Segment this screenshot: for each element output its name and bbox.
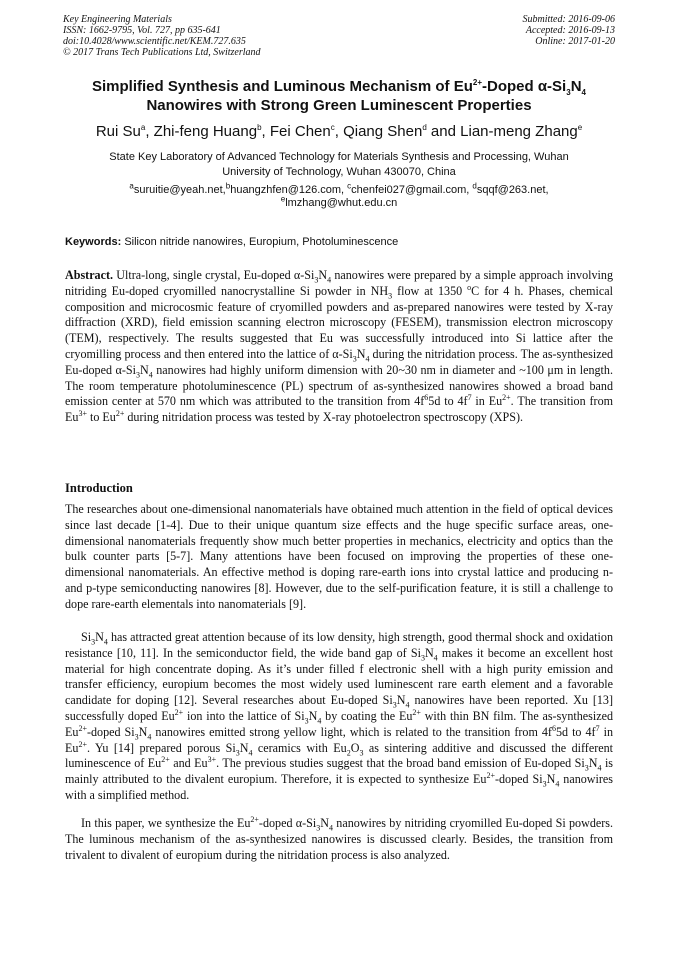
- intro-paragraph-1: The researches about one-dimensional nanomaterials have obtained much attention in the field of optical devices since last decade [1-4]. Due to their unique quantum size effects and the huge specific surface areas, one-dimensional nanomaterials frequently show much better properties in mechanics, electricity and optics than the bulk counter parts [5-7]. Many attentions have been focused on improving the properties of these one-dimensional nanomaterials. An effective method is doping rare-earth ions into crystal lattice and producing n- and p-type semiconducting nanowires [8]. However, due to the self-purification feature, it is still a challenge to dope rare-earth elementals into nanomaterials [9].: [65, 502, 613, 611]
- author-emails: $^a$suruitie@yeah.net,$^b$huangzhfen@126.com, $^c$chenfei027@gmail.com, $^d$sqqf@263.net, $^e$lmzhang@whut.edu.cn: [129, 181, 549, 209]
- intro-paragraph-3: In this paper, we synthesize the $Eu^{2+}$-doped $\alpha-Si_3N_4$ nanowires by nitriding cryomilled Eu-doped Si powders. The luminous mechanism of the as-synthesized nanowires is discussed clearly. Besides, the transition from trivalent to divalent of europium during the nitridation process is also analyzed.: [65, 814, 613, 862]
- abstract: Abstract. Ultra-long, single crystal, Eu-doped $\alpha-Si_3N_4$ nanowires were prepared by a simple approach involving nitriding Eu-doped cryomilled nanocrystalline Si powder in $NH_3$ flow at 1350 $^o$C for 4 h. Phases, chemical composition and microcosmic feature of cryomilled powders and as-prepared nanowires were tested by X-ray diffraction (XRD), field emission scanning electron microscopy (FESEM), transmission electron microscopy (TEM), respectively. The results suggested that Eu was successfully introduced into Si lattice after the cryomilling process and then entered into the lattice of $\alpha-Si_3N_4$ during the nitridation process. The as-synthesized Eu-doped $\alpha-Si_3N_4$ nanowires had highly uniform dimension with 20~30 nm in diameter and ~100 μm in length. The room temperature photoluminescence (PL) spectrum of as-synthesized nanowires showed a broad band emission center at 570 nm which was attributed to the transition from $4f^65d$ to $4f^7$ in $Eu^{2+}$. The transition from $Eu^{3+}$ to $Eu^{2+}$ during nitridation process was tested by X-ray photoelectron spectroscopy (XPS).: [65, 268, 614, 425]
- email-link[interactable]: chenfei027@gmail.com,: [351, 184, 473, 196]
- submitted-date: Submitted: 2016-09-06: [522, 14, 615, 25]
- email-link[interactable]: sqqf@263.net,: [476, 184, 549, 196]
- header-left: [63, 14, 261, 58]
- paper-title: Simplified Synthesis and Luminous Mechanism of $Eu^{2+}$-Doped $\alpha-Si_3N_4$ Nanowires with Strong Green Luminescent Properties: [92, 78, 586, 114]
- intro-paragraph-2: $Si_3N_4$ has attracted great attention because of its low density, high strength, good thermal shock and oxidation resistance [10, 11]. In the semiconductor field, the wide band gap of $Si_3N_4$ makes it become an excellent host material for high concentrate doping. As it’s under filled f electronic shell with a high purity emission and transfer efficiency, europium becomes the most widely used luminescent rare earth element and a favorable candidate for doping [12]. Several researches about Eu-doped $Si_3N_4$ nanowires have been reported. Xu [13] successfully doped $Eu^{2+}$ ion into the lattice of $Si_3N_4$ by coating the $Eu^{2+}$ with thin BN film. The as-synthesized $Eu^{2+}$-doped $Si_3N_4$ nanowires emitted strong yellow light, which is related to the transition from $4f^65d$ to $4f^7$ in $Eu^{2+}$. Yu [14] prepared porous $Si_3N_4$ ceramics with $Eu_2O_3$ as sintering additive and discussed the different luminescence of $Eu^{2+}$ and $Eu^{3+}$. The previous studies suggest that the broad band emission of Eu-doped $Si_3N_4$ is mainly attributed to the divalent europium. Therefore, it is expected to synthesize $Eu^{2+}$-doped $Si_3N_4$ nanowires with a simplified method.: [65, 630, 614, 802]
- abstract-label: Abstract.: [65, 268, 114, 282]
- author-name: Lian-meng Zhang: [460, 123, 578, 140]
- accepted-date: Accepted: 2016-09-13: [525, 25, 615, 36]
- copyright: © 2017 Trans Tech Publications Ltd, Switzerland: [63, 47, 261, 58]
- author-list: Rui Su$^a$, Zhi-feng Huang$^b$, Fei Chen$^c$, Qiang Shen$^d$ and Lian-meng Zhang$^e$: [95, 123, 583, 140]
- email-link[interactable]: huangzhfen@126.com,: [230, 184, 348, 196]
- author-name: Zhi-feng Huang: [153, 123, 258, 140]
- online-date: Online: 2017-01-20: [535, 36, 615, 47]
- email-link[interactable]: suruitie@yeah.net,: [133, 184, 226, 196]
- issn: ISSN: 1662-9795, Vol. 727, pp 635-641: [63, 25, 221, 36]
- author-name: Fei Chen: [269, 123, 331, 140]
- author-name: Rui Su: [95, 123, 141, 140]
- affiliation: State Key Laboratory of Advanced Technology for Materials Synthesis and Processing, Wuhan University of Technology, Wuhan 430070, China: [109, 151, 569, 178]
- journal-name: Key Engineering Materials: [63, 14, 172, 25]
- email-link[interactable]: lmzhang@whut.edu.cn: [285, 197, 398, 209]
- keywords: [65, 236, 618, 248]
- doi: doi:10.4028/www.scientific.net/KEM.727.635: [63, 36, 246, 47]
- keywords-label: Keywords:: [65, 236, 122, 248]
- keywords-text: Silicon nitride nanowires, Europium, Photoluminescence: [124, 236, 399, 248]
- section-heading-introduction: Introduction: [65, 481, 133, 495]
- author-name: Qiang Shen: [343, 123, 423, 140]
- header-right: [523, 14, 616, 47]
